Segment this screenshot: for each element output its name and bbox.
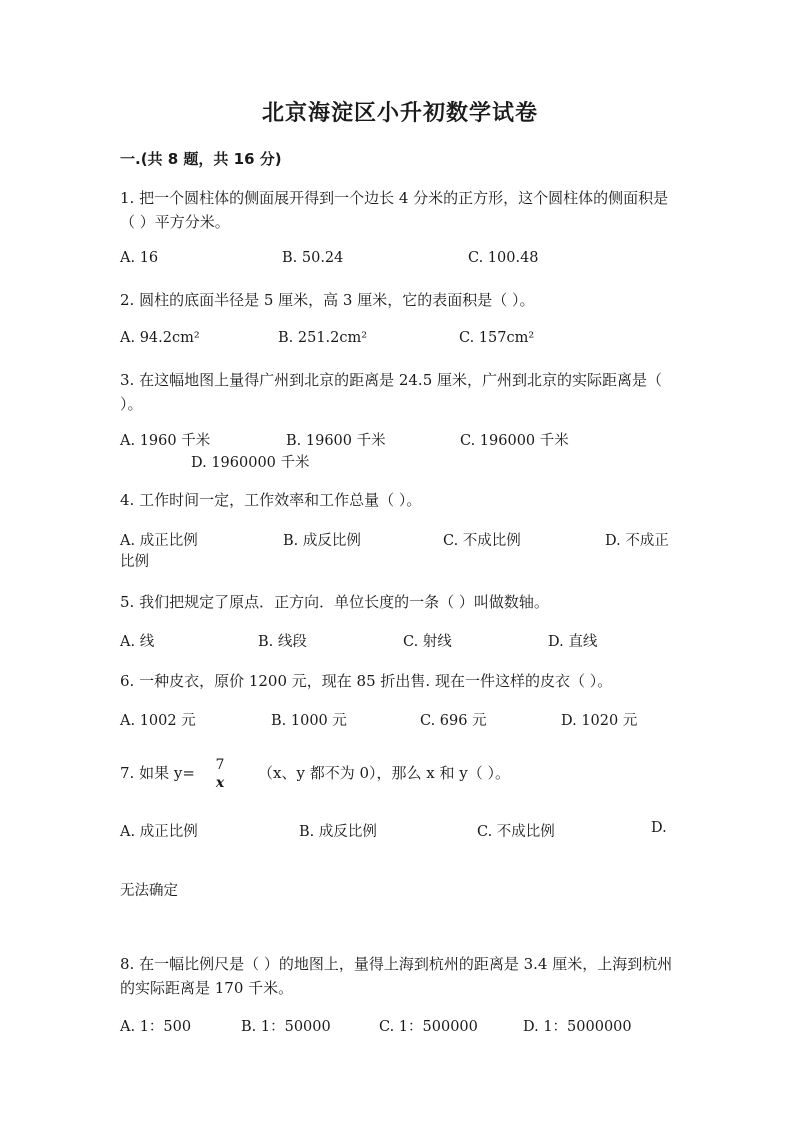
q6-option-b: B. 1000 元 (271, 713, 347, 729)
q3-option-b: B. 19600 千米 (286, 433, 386, 449)
q2-option-c: C. 157cm² (459, 330, 535, 346)
question-4: 4. 工作时间一定，工作效率和工作总量（ ）。 (120, 491, 422, 509)
q6-option-a: A. 1002 元 (120, 713, 196, 729)
question-7-tail: （x、y 都不为 0），那么 x 和 y（ ）。 (258, 764, 511, 782)
q1-option-b: B. 50.24 (282, 250, 344, 266)
question-5: 5. 我们把规定了原点．正方向．单位长度的一条（ ）叫做数轴。 (120, 593, 549, 611)
q4-option-b: B. 成反比例 (283, 533, 361, 549)
fraction-7-over-x (208, 756, 232, 792)
q7-option-c: C. 不成比例 (477, 824, 555, 840)
question-2: 2. 圆柱的底面半径是 5 厘米，高 3 厘米，它的表面积是（ ）。 (120, 291, 535, 309)
q4-option-d: D. 不成正 (605, 533, 669, 549)
q3-option-a: A. 1960 千米 (120, 433, 211, 449)
exam-title: 北京海淀区小升初数学试卷 (261, 101, 538, 126)
q4-option-d-wrap: 比例 (120, 554, 149, 570)
q4-option-c: C. 不成比例 (443, 533, 521, 549)
question-1: 1. 把一个圆柱体的侧面展开得到一个边长 4 分米的正方形，这个圆柱体的侧面积是（ ）平方分米。 (120, 189, 669, 231)
q5-option-a: A. 线 (120, 634, 155, 650)
question-7-lead: 7. 如果 y= (120, 764, 195, 782)
q4-option-a: A. 成正比例 (120, 533, 198, 549)
q8-option-c: C. 1：500000 (379, 1019, 478, 1035)
question-6: 6. 一种皮衣，原价 1200 元，现在 85 折出售. 现在一件这样的皮衣（ ）。 (120, 672, 613, 690)
question-3: 3. 在这幅地图上量得广州到北京的距离是 24.5 厘米，广州到北京的实际距离是（ ）。 (120, 371, 663, 413)
q2-option-b: B. 251.2cm² (278, 330, 368, 346)
q7-option-d-wrap: 无法确定 (120, 883, 178, 899)
q8-option-b: B. 1：50000 (241, 1019, 331, 1035)
question-8: 8. 在一幅比例尺是（ ）的地图上，量得上海到杭州的距离是 3.4 厘米，上海到杭州的实际距离是 170 千米。 (120, 955, 673, 997)
q7-option-a: A. 成正比例 (120, 824, 198, 840)
q6-option-d: D. 1020 元 (561, 713, 638, 729)
section-heading: 一.(共 8 题，共 16 分) (120, 150, 282, 168)
q1-option-a: A. 16 (120, 250, 159, 266)
fraction-denominator: x (215, 775, 225, 791)
q2-option-a: A. 94.2cm² (120, 330, 200, 346)
q7-option-d: D. (651, 820, 667, 836)
q1-option-c: C. 100.48 (468, 250, 539, 266)
fraction-numerator: 7 (215, 757, 225, 773)
q5-option-b: B. 线段 (258, 634, 307, 650)
q3-option-c: C. 196000 千米 (460, 433, 569, 449)
q6-option-c: C. 696 元 (420, 713, 487, 729)
q8-option-d: D. 1：5000000 (523, 1019, 632, 1035)
q5-option-d: D. 直线 (548, 634, 598, 650)
q5-option-c: C. 射线 (403, 634, 452, 650)
q7-option-b: B. 成反比例 (299, 824, 377, 840)
q3-option-d: D. 1960000 千米 (191, 455, 310, 471)
q8-option-a: A. 1：500 (120, 1019, 192, 1035)
